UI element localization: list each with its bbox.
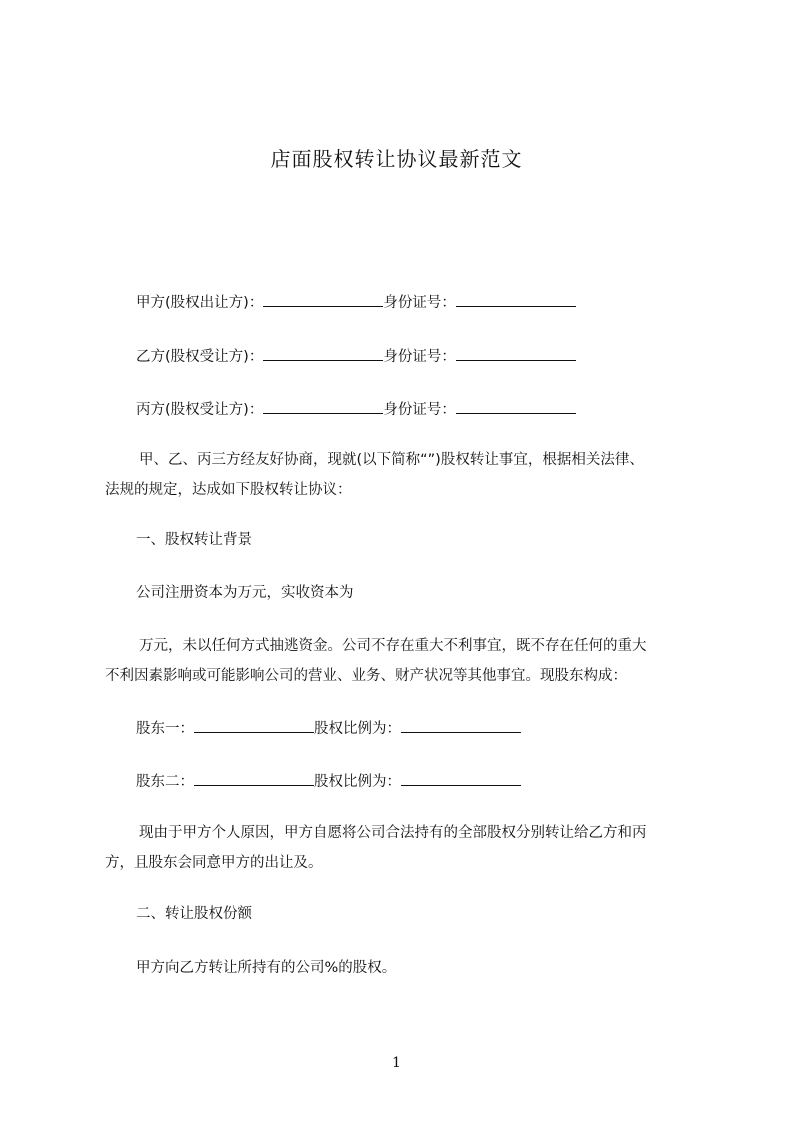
section1-line-1: 万元，未以任何方式抽逃资金。公司不存在重大不利事宜，既不存在任何的重大 [139, 638, 647, 654]
reason-line-2: 方，且股东会同意甲方的出让及。 [105, 855, 323, 871]
blank-line [194, 717, 314, 733]
party-label: 乙方(股权受让方)： [136, 349, 264, 365]
reason-paragraph [105, 818, 705, 878]
page-number: 1 [392, 1055, 401, 1071]
ratio-label: 股权比例为： [314, 721, 401, 737]
ratio-label: 股权比例为： [314, 774, 401, 790]
blank-line [456, 398, 576, 414]
blank-line [194, 770, 314, 786]
party-row-bing [136, 398, 576, 420]
intro-line-1: 甲、乙、丙三方经友好协商，现就(以下简称“”)股权转让事宜，根据相关法律、 [139, 452, 644, 468]
capital-line: 公司注册资本为万元，实收资本为 [136, 585, 354, 601]
blank-line [401, 717, 521, 733]
shareholder-label: 股东二： [136, 774, 194, 790]
reason-line-1: 现由于甲方个人原因，甲方自愿将公司合法持有的全部股权分别转让给乙方和丙 [139, 825, 647, 841]
blank-line [456, 345, 576, 361]
document-title: 店面股权转让协议最新范文 [270, 147, 523, 171]
id-label: 身份证号： [383, 295, 456, 311]
shareholder-row-1 [136, 717, 521, 739]
section1-line-2: 不利因素影响或可能影响公司的营业、业务、财产状况等其他事宜。现股东构成： [105, 668, 627, 684]
blank-line [263, 291, 383, 307]
blank-line [263, 398, 383, 414]
shareholder-label: 股东一： [136, 721, 194, 737]
section1-heading: 一、股权转让背景 [136, 532, 252, 548]
blank-line [263, 345, 383, 361]
party-label: 甲方(股权出让方)： [136, 295, 264, 311]
id-label: 身份证号： [383, 349, 456, 365]
id-label: 身份证号： [383, 402, 456, 418]
party-row-yi [136, 345, 576, 367]
section2-heading: 二、转让股权份额 [136, 906, 252, 922]
blank-line [456, 291, 576, 307]
section1-paragraph [105, 631, 705, 691]
intro-paragraph [105, 445, 705, 505]
blank-line [401, 770, 521, 786]
party-label: 丙方(股权受让方)： [136, 402, 264, 418]
section2-line-1: 甲方向乙方转让所持有的公司%的股权。 [136, 960, 397, 976]
shareholder-row-2 [136, 770, 521, 792]
party-row-jia [136, 291, 576, 313]
intro-line-2: 法规的规定，达成如下股权转让协议： [105, 482, 352, 498]
